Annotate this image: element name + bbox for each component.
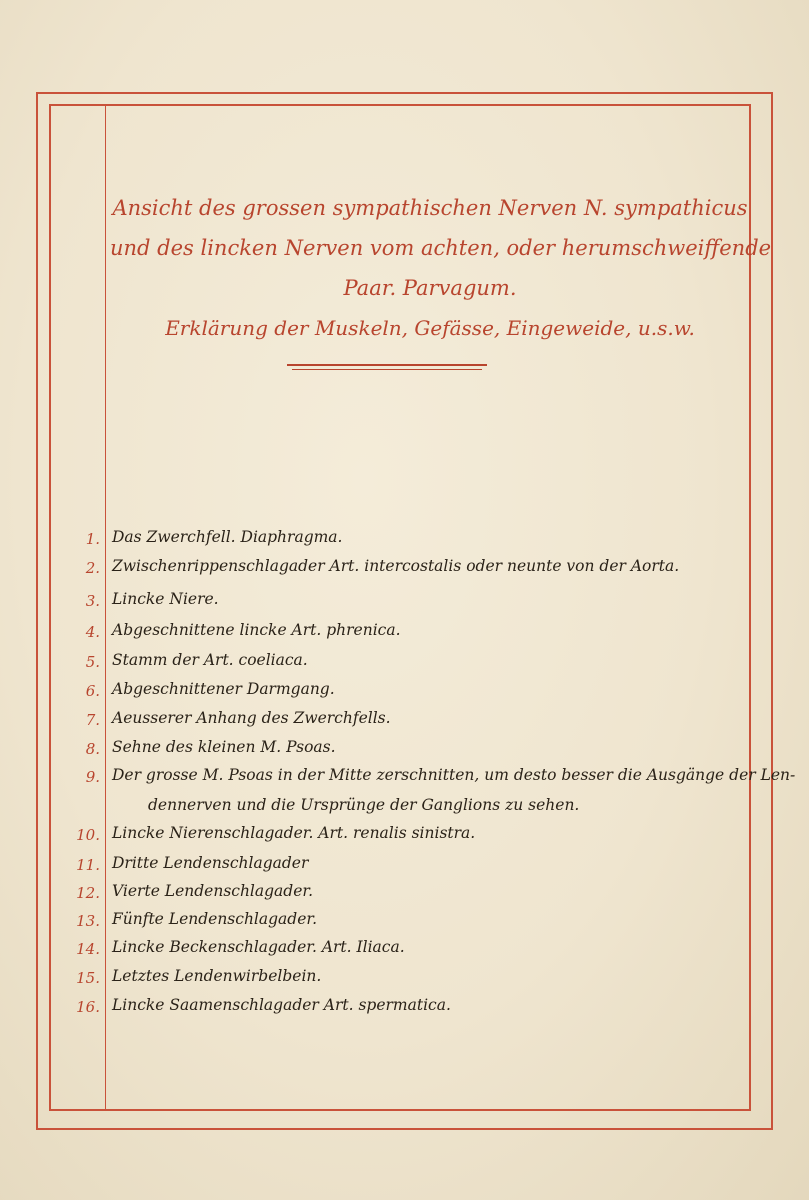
list-item-continuation — [0, 792, 809, 822]
item-number: 6. — [85, 682, 100, 700]
item-number: 13. — [76, 912, 100, 930]
list-item — [0, 963, 809, 993]
list-item — [0, 586, 809, 616]
item-text: Zwischenrippenschlagader Art. intercostalis oder neunte von der Aorta. — [112, 557, 680, 575]
item-text: Lincke Niere. — [112, 590, 219, 608]
list-item — [0, 878, 809, 908]
item-text: Das Zwerchfell. Diaphragma. — [112, 528, 343, 546]
item-number: 2. — [85, 559, 100, 577]
title-line-1: Ansicht des grossen sympathischen Nerven N. sympathicus — [112, 196, 748, 220]
item-text: Stamm der Art. coeliaca. — [112, 651, 308, 669]
item-text: Aeusserer Anhang des Zwerchfells. — [112, 709, 391, 727]
item-text: Letztes Lendenwirbelbein. — [112, 967, 322, 985]
page-title — [110, 188, 772, 348]
list-item — [0, 734, 809, 764]
item-text: Fünfte Lendenschlagader. — [112, 910, 318, 928]
item-number: 14. — [76, 940, 100, 958]
item-text: Lincke Nierenschlagader. Art. renalis sinistra. — [112, 824, 476, 842]
item-number: 8. — [85, 740, 100, 758]
title-underline — [287, 364, 487, 366]
item-number: 10. — [76, 826, 100, 844]
list-item — [0, 524, 809, 554]
item-text: Abgeschnittener Darmgang. — [112, 680, 335, 698]
item-text: Vierte Lendenschlagader. — [112, 882, 314, 900]
item-number: 4. — [85, 623, 100, 641]
item-text: Lincke Beckenschlagader. Art. Iliaca. — [112, 938, 405, 956]
item-text: Der grosse M. Psoas in der Mitte zerschnitten, um desto besser die Ausgänge der Len- — [112, 766, 796, 784]
item-text: Dritte Lendenschlagader — [112, 854, 309, 872]
list-item — [0, 906, 809, 936]
list-item — [0, 705, 809, 735]
list-item — [0, 647, 809, 677]
list-item — [0, 820, 809, 850]
item-number: 12. — [76, 884, 100, 902]
list-item — [0, 553, 809, 583]
list-item — [0, 676, 809, 706]
list-item — [0, 992, 809, 1022]
item-number: 7. — [85, 711, 100, 729]
item-text-continuation: dennerven und die Ursprünge der Ganglions zu sehen. — [148, 796, 580, 814]
list-item — [0, 934, 809, 964]
title-underline-second — [292, 369, 482, 370]
item-number: 9. — [85, 768, 100, 786]
item-number: 1. — [85, 530, 100, 548]
item-number: 11. — [76, 856, 100, 874]
item-number: 16. — [76, 998, 100, 1016]
list-item — [0, 850, 809, 880]
item-number: 15. — [76, 969, 100, 987]
item-number: 3. — [85, 592, 100, 610]
item-text: Lincke Saamenschlagader Art. spermatica. — [112, 996, 451, 1014]
item-text: Abgeschnittene lincke Art. phrenica. — [112, 621, 401, 639]
item-text: Sehne des kleinen M. Psoas. — [112, 738, 336, 756]
title-line-3: Paar. Parvagum. — [343, 276, 517, 300]
title-line-4: Erklärung der Muskeln, Gefässe, Eingeweide, u.s.w. — [165, 316, 695, 340]
item-number: 5. — [85, 653, 100, 671]
list-item — [0, 617, 809, 647]
list-item — [0, 762, 809, 792]
title-line-2: und des lincken Nerven vom achten, oder herumschweiffende — [110, 236, 772, 260]
